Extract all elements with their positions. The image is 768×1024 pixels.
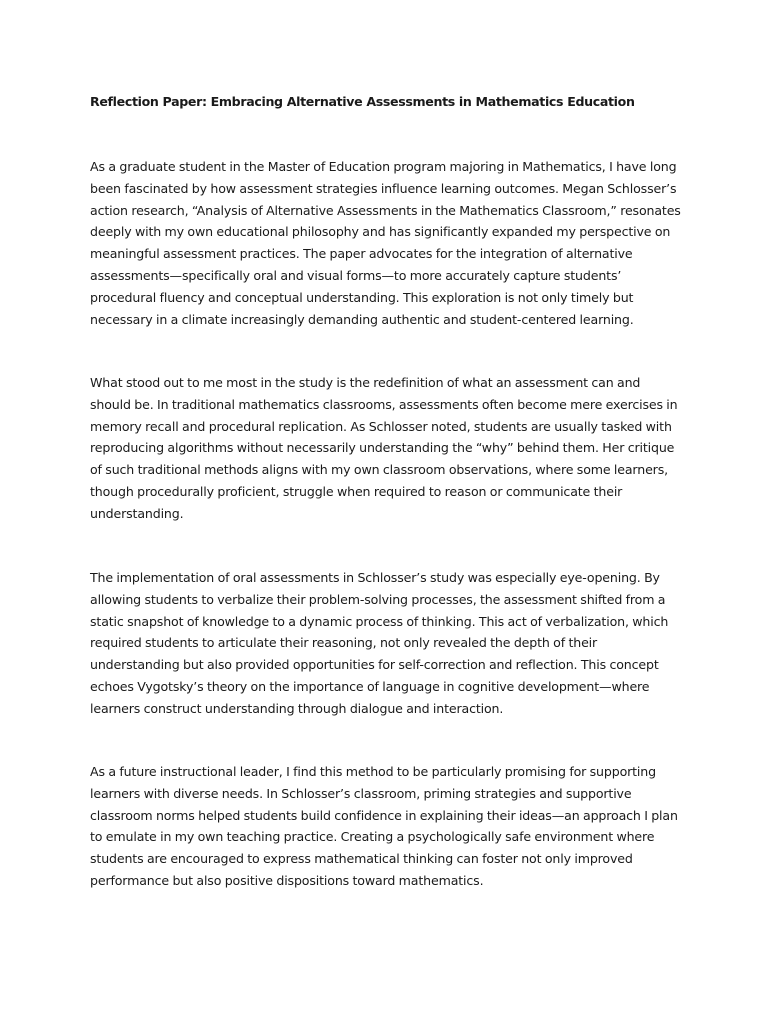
paragraph-1: As a graduate student in the Master of Education program majoring in Mathematics, I have long been fascinated by how assessment strategies influence learning outcomes. Megan Schlosser’s action research, “Analysis of Alternative Assessments in the Mathematics Classroom,” resonates deeply with my own educational philosophy and has significantly expanded my perspective on meaningful assessment practices. The paper advocates for the integration of alternative assessments—specifically oral and visual forms—to more accurately capture students’ procedural fluency and conceptual understanding. This exploration is not only timely but necessary in a climate increasingly demanding authentic and student-centered learning. xyxy=(90,159,681,327)
document-title: Reflection Paper: Embracing Alternative Assessments in Mathematics Education xyxy=(90,94,635,109)
paragraph-2: What stood out to me most in the study is the redefinition of what an assessment can and should be. In traditional mathematics classrooms, assessments often become mere exercises in memory recall and procedural replication. As Schlosser noted, students are usually tasked with reproducing algorithms without necessarily understanding the “why” behind them. Her critique of such traditional methods aligns with my own classroom observations, where some learners, though procedurally proficient, struggle when required to reason or communicate their understanding. xyxy=(90,375,678,521)
paragraph-3: The implementation of oral assessments in Schlosser’s study was especially eye-opening. By allowing students to verbalize their problem-solving processes, the assessment shifted from a static snapshot of knowledge to a dynamic process of thinking. This act of verbalization, which required students to articulate their reasoning, not only revealed the depth of their understanding but also provided opportunities for self-correction and reflection. This concept echoes Vygotsky’s theory on the importance of language in cognitive development—where learners construct understanding through dialogue and interaction. xyxy=(90,570,669,716)
paragraph-4: As a future instructional leader, I find this method to be particularly promising for supporting learners with diverse needs. In Schlosser’s classroom, priming strategies and supportive classroom norms helped students build confidence in explaining their ideas—an approach I plan to emulate in my own teaching practice. Creating a psychologically safe environment where students are encouraged to express mathematical thinking can foster not only improved performance but also positive dispositions toward mathematics. xyxy=(90,764,678,888)
